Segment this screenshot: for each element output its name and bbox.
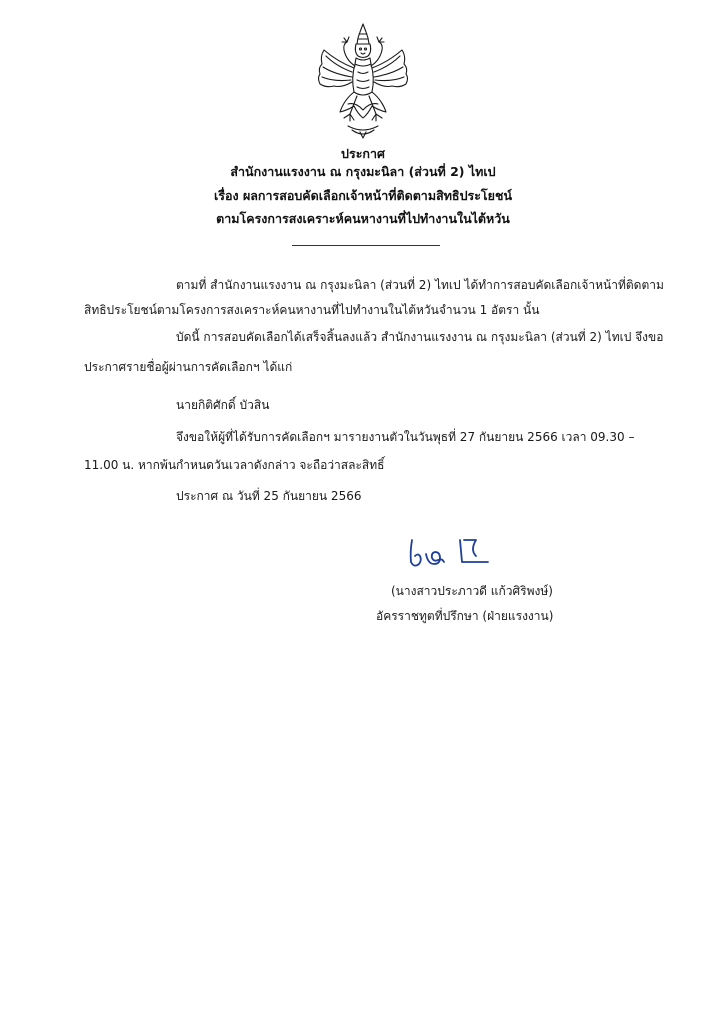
paragraph-4-line-2: 11.00 น. หากพ้นกำหนดวันเวลาดังกล่าว จะถือว่าสละสิทธิ์ [84, 458, 385, 472]
announcement-title: ประกาศ [341, 146, 385, 161]
announcement-date: ประกาศ ณ วันที่ 25 กันยายน 2566 [176, 489, 362, 503]
selected-candidate-name: นายกิติศักดิ์ บัวสิน [176, 398, 270, 412]
subject-continuation: ตามโครงการสงเคราะห์คนหางานที่ไปทำงานในไต้หวัน [216, 211, 510, 226]
garuda-emblem-icon [314, 22, 412, 140]
paragraph-2-line-1: บัดนี้ การสอบคัดเลือกได้เสร็จสิ้นลงแล้ว สำนักงานแรงงาน ณ กรุงมะนิลา (ส่วนที่ 2) ไทเป จึงขอ [176, 330, 664, 344]
paragraph-1-line-2: สิทธิประโยชน์ตามโครงการสงเคราะห์คนหางานที่ไปทำงานในไต้หวันจำนวน 1 อัตรา นั้น [84, 303, 540, 317]
paragraph-1-line-1: ตามที่ สำนักงานแรงงาน ณ กรุงมะนิลา (ส่วนที่ 2) ไทเป ได้ทำการสอบคัดเลือกเจ้าหน้าที่ติดตาม [176, 278, 664, 292]
signatory-name: (นางสาวประภาวดี แก้วศิริพงษ์) [391, 584, 553, 598]
paragraph-2-line-2: ประกาศรายชื่อผู้ผ่านการคัดเลือกฯ ได้แก่ [84, 360, 293, 374]
title-divider [292, 245, 440, 246]
paragraph-4-line-1: จึงขอให้ผู้ที่ได้รับการคัดเลือกฯ มารายงานตัวในวันพุธที่ 27 กันยายน 2566 เวลา 09.30 – [176, 430, 635, 444]
office-name: สำนักงานแรงงาน ณ กรุงมะนิลา (ส่วนที่ 2) ไทเป [230, 164, 496, 179]
subject-line: เรื่อง ผลการสอบคัดเลือกเจ้าหน้าที่ติดตามสิทธิประโยชน์ [214, 188, 512, 203]
signatory-position: อัครราชทูตที่ปรึกษา (ฝ่ายแรงงาน) [376, 609, 554, 623]
handwritten-signature [402, 534, 498, 572]
